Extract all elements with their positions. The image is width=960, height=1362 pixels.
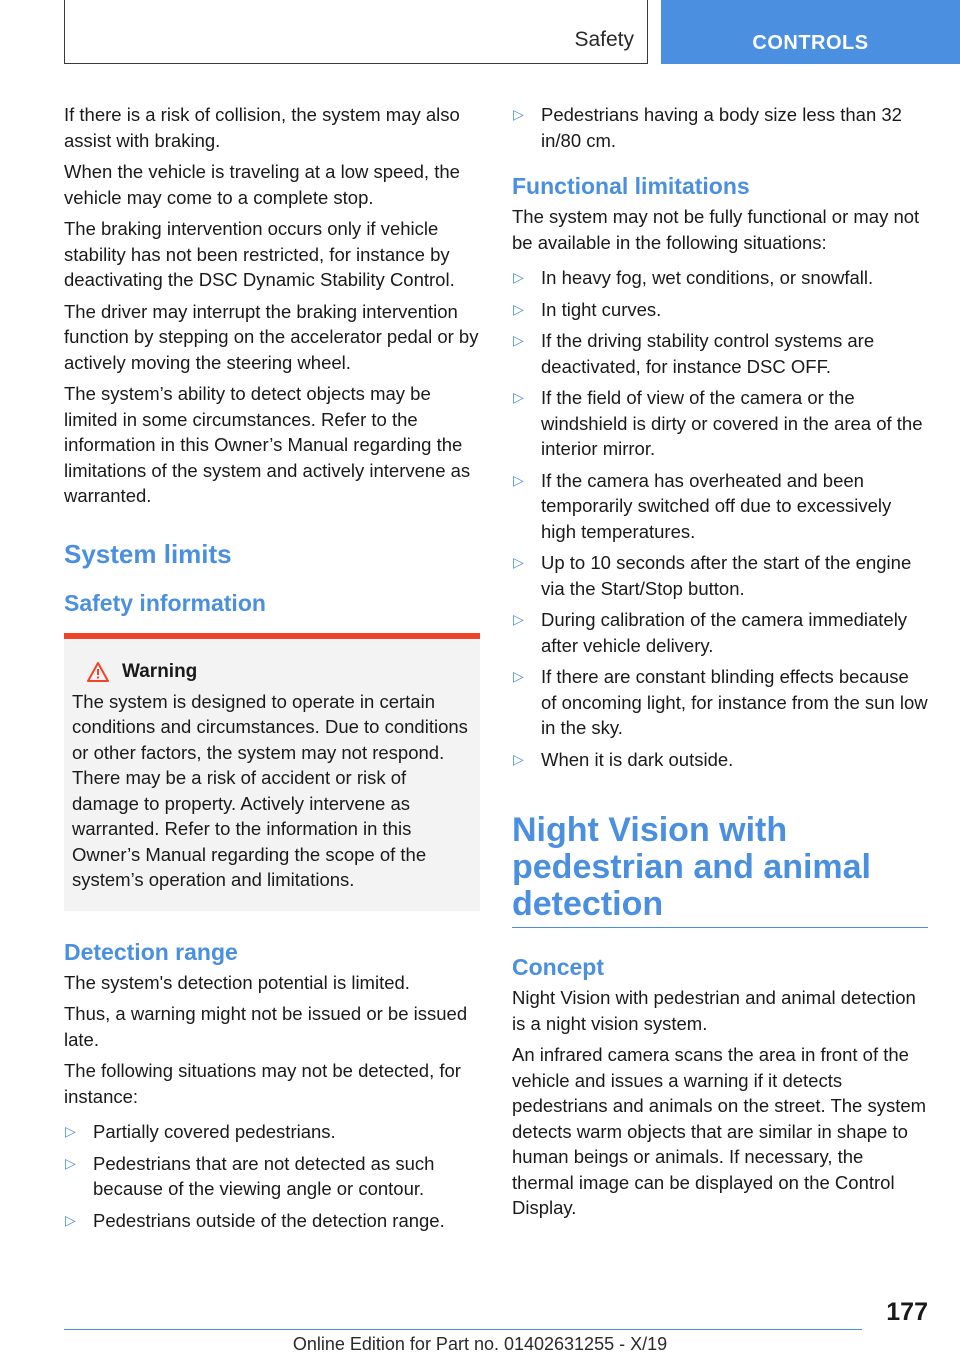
list-item: ▷ When it is dark outside.	[512, 747, 928, 773]
header-frame	[64, 0, 648, 64]
warning-box	[64, 633, 480, 911]
header-chapter-tab[interactable]: CONTROLS	[661, 0, 960, 64]
right-column	[512, 102, 928, 1227]
detection-list	[64, 1119, 480, 1233]
detection-list-continued	[512, 102, 928, 153]
functional-list	[512, 265, 928, 772]
triangle-bullet-icon: ▷	[513, 269, 524, 285]
paragraph: When the vehicle is traveling at a low speed, the vehicle may come to a complete stop.	[64, 161, 460, 208]
triangle-bullet-icon: ▷	[513, 389, 524, 405]
header-section-label: Safety	[574, 28, 634, 51]
list-item: ▷ If there are constant blinding effects because of oncoming light, for instance from the sun low in the sky.	[513, 666, 928, 738]
night-vision-heading: Night Vision with pedestrian and animal detection	[512, 812, 928, 928]
paragraph: The system may not be fully functional or may not be available in the following situations:	[512, 206, 920, 253]
functional-limitations-heading: Functional limitations	[512, 173, 750, 199]
paragraph: The system’s ability to detect objects may be limited in some circumstances. Refer to the information in this Owner’s Manual regarding the limitations of the system and actively intervene as warranted.	[64, 383, 471, 506]
list-item: ▷ If the field of view of the camera or the windshield is dirty or covered in the area of the interior mirror.	[513, 387, 923, 459]
list-item: ▷ Partially covered pedestrians.	[64, 1119, 480, 1145]
system-limits-heading: System limits	[64, 538, 232, 569]
list-item: ▷ Pedestrians outside of the detection range.	[64, 1208, 480, 1234]
footer-divider	[64, 1329, 862, 1330]
paragraph: The following situations may not be detected, for instance:	[64, 1060, 461, 1107]
triangle-bullet-icon: ▷	[65, 1211, 76, 1228]
list-item: ▷ During calibration of the camera immediately after vehicle delivery.	[513, 609, 908, 656]
list-item: ▷ Pedestrians having a body size less than 32 in/80 cm.	[513, 104, 902, 151]
list-item: ▷ In heavy fog, wet conditions, or snowfall.	[512, 265, 928, 291]
warning-text: The system is designed to operate in certain conditions and circumstances. Due to conditions or other factors, the system may not respond. There may be a risk of accident or risk of damage to property. Actively intervene as warranted. Refer to the information in this Owner’s Manual regarding the scope of the system’s operation and limitations.	[72, 690, 468, 890]
list-item: ▷ In tight curves.	[512, 297, 928, 323]
safety-information-heading: Safety information	[64, 589, 266, 616]
concept-heading: Concept	[512, 954, 604, 980]
paragraph: An infrared camera scans the area in front of the vehicle and issues a warning if it detects pedestrians and animals on the street. The system detects warm objects that are similar in shape to human beings or animals. If necessary, the thermal image can be displayed on the Control Display.	[512, 1044, 927, 1218]
list-item: ▷ Up to 10 seconds after the start of the engine via the Start/Stop button.	[513, 552, 912, 599]
footer-edition: Online Edition for Part no. 01402631255 - X/19	[292, 1334, 668, 1354]
paragraph: If there is a risk of collision, the system may also assist with braking.	[64, 104, 460, 151]
triangle-bullet-icon: ▷	[513, 750, 524, 767]
paragraph: The braking intervention occurs only if vehicle stability has not been restricted, for instance by deactivating the DSC Dynamic Stability Control.	[64, 218, 455, 290]
triangle-bullet-icon: ▷	[513, 332, 524, 348]
triangle-bullet-icon: ▷	[513, 106, 524, 122]
triangle-bullet-icon: ▷	[513, 668, 524, 684]
list-item: ▷ If the driving stability control systems are deactivated, for instance DSC OFF.	[513, 330, 875, 377]
paragraph: Thus, a warning might not be issued or be issued late.	[64, 1003, 468, 1050]
warning-header	[86, 661, 472, 683]
list-item: ▷ Pedestrians that are not detected as such because of the viewing angle or contour.	[65, 1152, 435, 1199]
triangle-bullet-icon: ▷	[513, 554, 524, 570]
left-column	[64, 102, 480, 1239]
paragraph: The driver may interrupt the braking intervention function by stepping on the accelerator pedal or by actively moving the steering wheel.	[64, 300, 479, 373]
paragraph: The system's detection potential is limited.	[64, 971, 410, 993]
page-number: 177	[886, 1298, 928, 1326]
triangle-bullet-icon: ▷	[65, 1154, 76, 1171]
detection-range-heading: Detection range	[64, 938, 238, 965]
triangle-bullet-icon: ▷	[513, 471, 524, 488]
triangle-bullet-icon: ▷	[65, 1123, 76, 1139]
paragraph: Night Vision with pedestrian and animal detection is a night vision system.	[512, 987, 916, 1034]
triangle-bullet-icon: ▷	[513, 300, 524, 317]
warning-triangle-icon	[86, 661, 110, 683]
triangle-bullet-icon: ▷	[513, 611, 524, 627]
list-item: ▷ If the camera has overheated and been temporarily switched off due to excessively high temperatures.	[513, 469, 892, 542]
warning-title: Warning	[122, 660, 198, 682]
